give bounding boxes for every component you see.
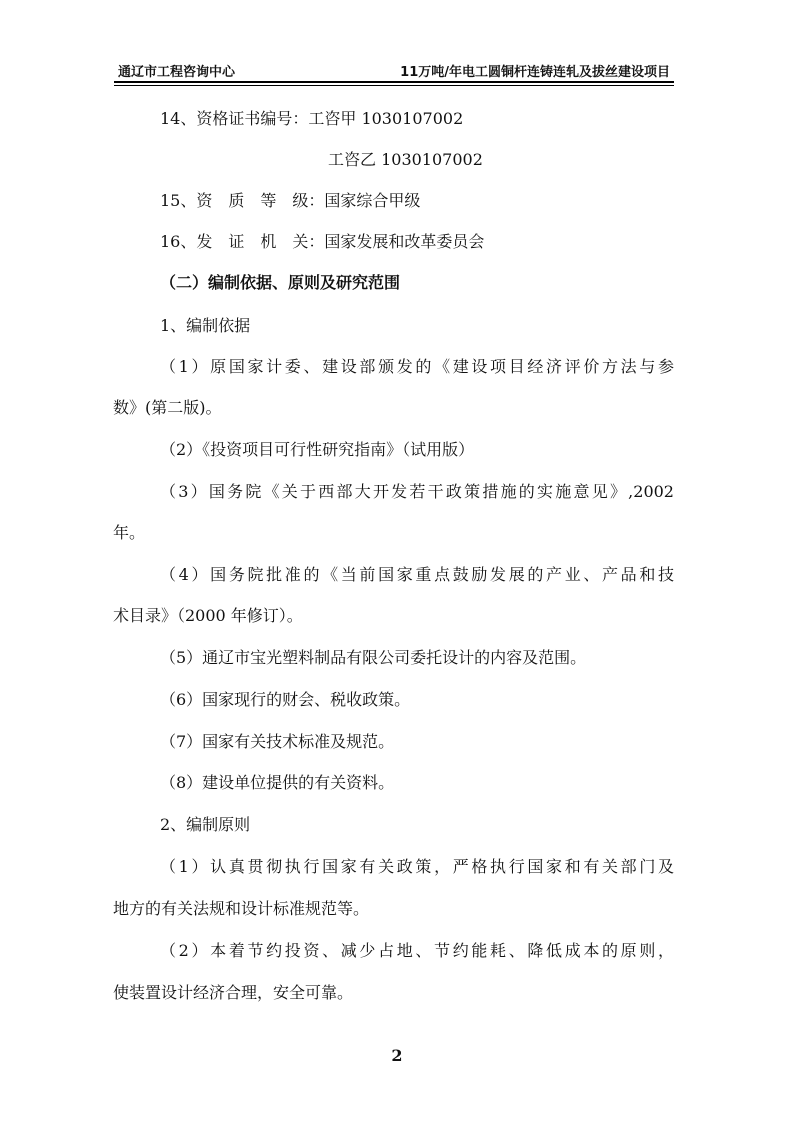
principle-item-2: （2）本着节约投资、减少占地、节约能耗、降低成本的原则，	[160, 941, 674, 960]
principle-item-2-continued: 使装置设计经济合理，安全可靠。	[113, 983, 354, 1002]
basis-item-4-continued: 术目录》（2000 年修订）。	[113, 606, 303, 625]
principle-item-1: （1）认真贯彻执行国家有关政策，严格执行国家和有关部门及	[160, 857, 674, 876]
header-project-title: 11万吨/年电工圆铜杆连铸连轧及拔丝建设项目	[400, 65, 670, 80]
certificate-number-line: 14、资格证书编号：工咨甲 1030107002	[160, 109, 464, 128]
header-rule-secondary	[114, 85, 674, 86]
page-number: 2	[391, 1046, 403, 1065]
basis-item-3-continued: 年。	[113, 523, 146, 542]
section-heading: （二）编制依据、原则及研究范围	[160, 273, 401, 292]
principle-item-1-continued: 地方的有关法规和设计标准规范等。	[113, 899, 370, 918]
basis-item-7: （7）国家有关技术标准及规范。	[160, 732, 395, 751]
basis-item-6: （6）国家现行的财会、税收政策。	[160, 690, 411, 709]
basis-item-5: （5）通辽市宝光塑料制品有限公司委托设计的内容及范围。	[160, 648, 587, 667]
basis-item-4: （4）国务院批准的《当前国家重点鼓励发展的产业、产品和技	[160, 565, 674, 584]
issuing-authority-line: 16、发 证 机 关：国家发展和改革委员会	[160, 232, 485, 251]
header-organization: 通辽市工程咨询中心	[118, 65, 236, 80]
page-header	[118, 56, 670, 80]
subsection-basis: 1、编制依据	[160, 316, 251, 335]
basis-item-8: （8）建设单位提供的有关资料。	[160, 773, 395, 792]
basis-item-3: （3）国务院《关于西部大开发若干政策措施的实施意见》,2002	[160, 482, 674, 501]
basis-item-2: （2）《投资项目可行性研究指南》（试用版）	[160, 440, 475, 459]
qualification-grade-line: 15、资 质 等 级：国家综合甲级	[160, 191, 421, 210]
basis-item-1: （1）原国家计委、建设部颁发的《建设项目经济评价方法与参	[160, 357, 674, 376]
header-rule	[114, 81, 674, 83]
basis-item-1-continued: 数》(第二版)。	[113, 398, 222, 417]
certificate-number-line-2: 工咨乙 1030107002	[328, 150, 483, 169]
subsection-principles: 2、编制原则	[160, 815, 251, 834]
